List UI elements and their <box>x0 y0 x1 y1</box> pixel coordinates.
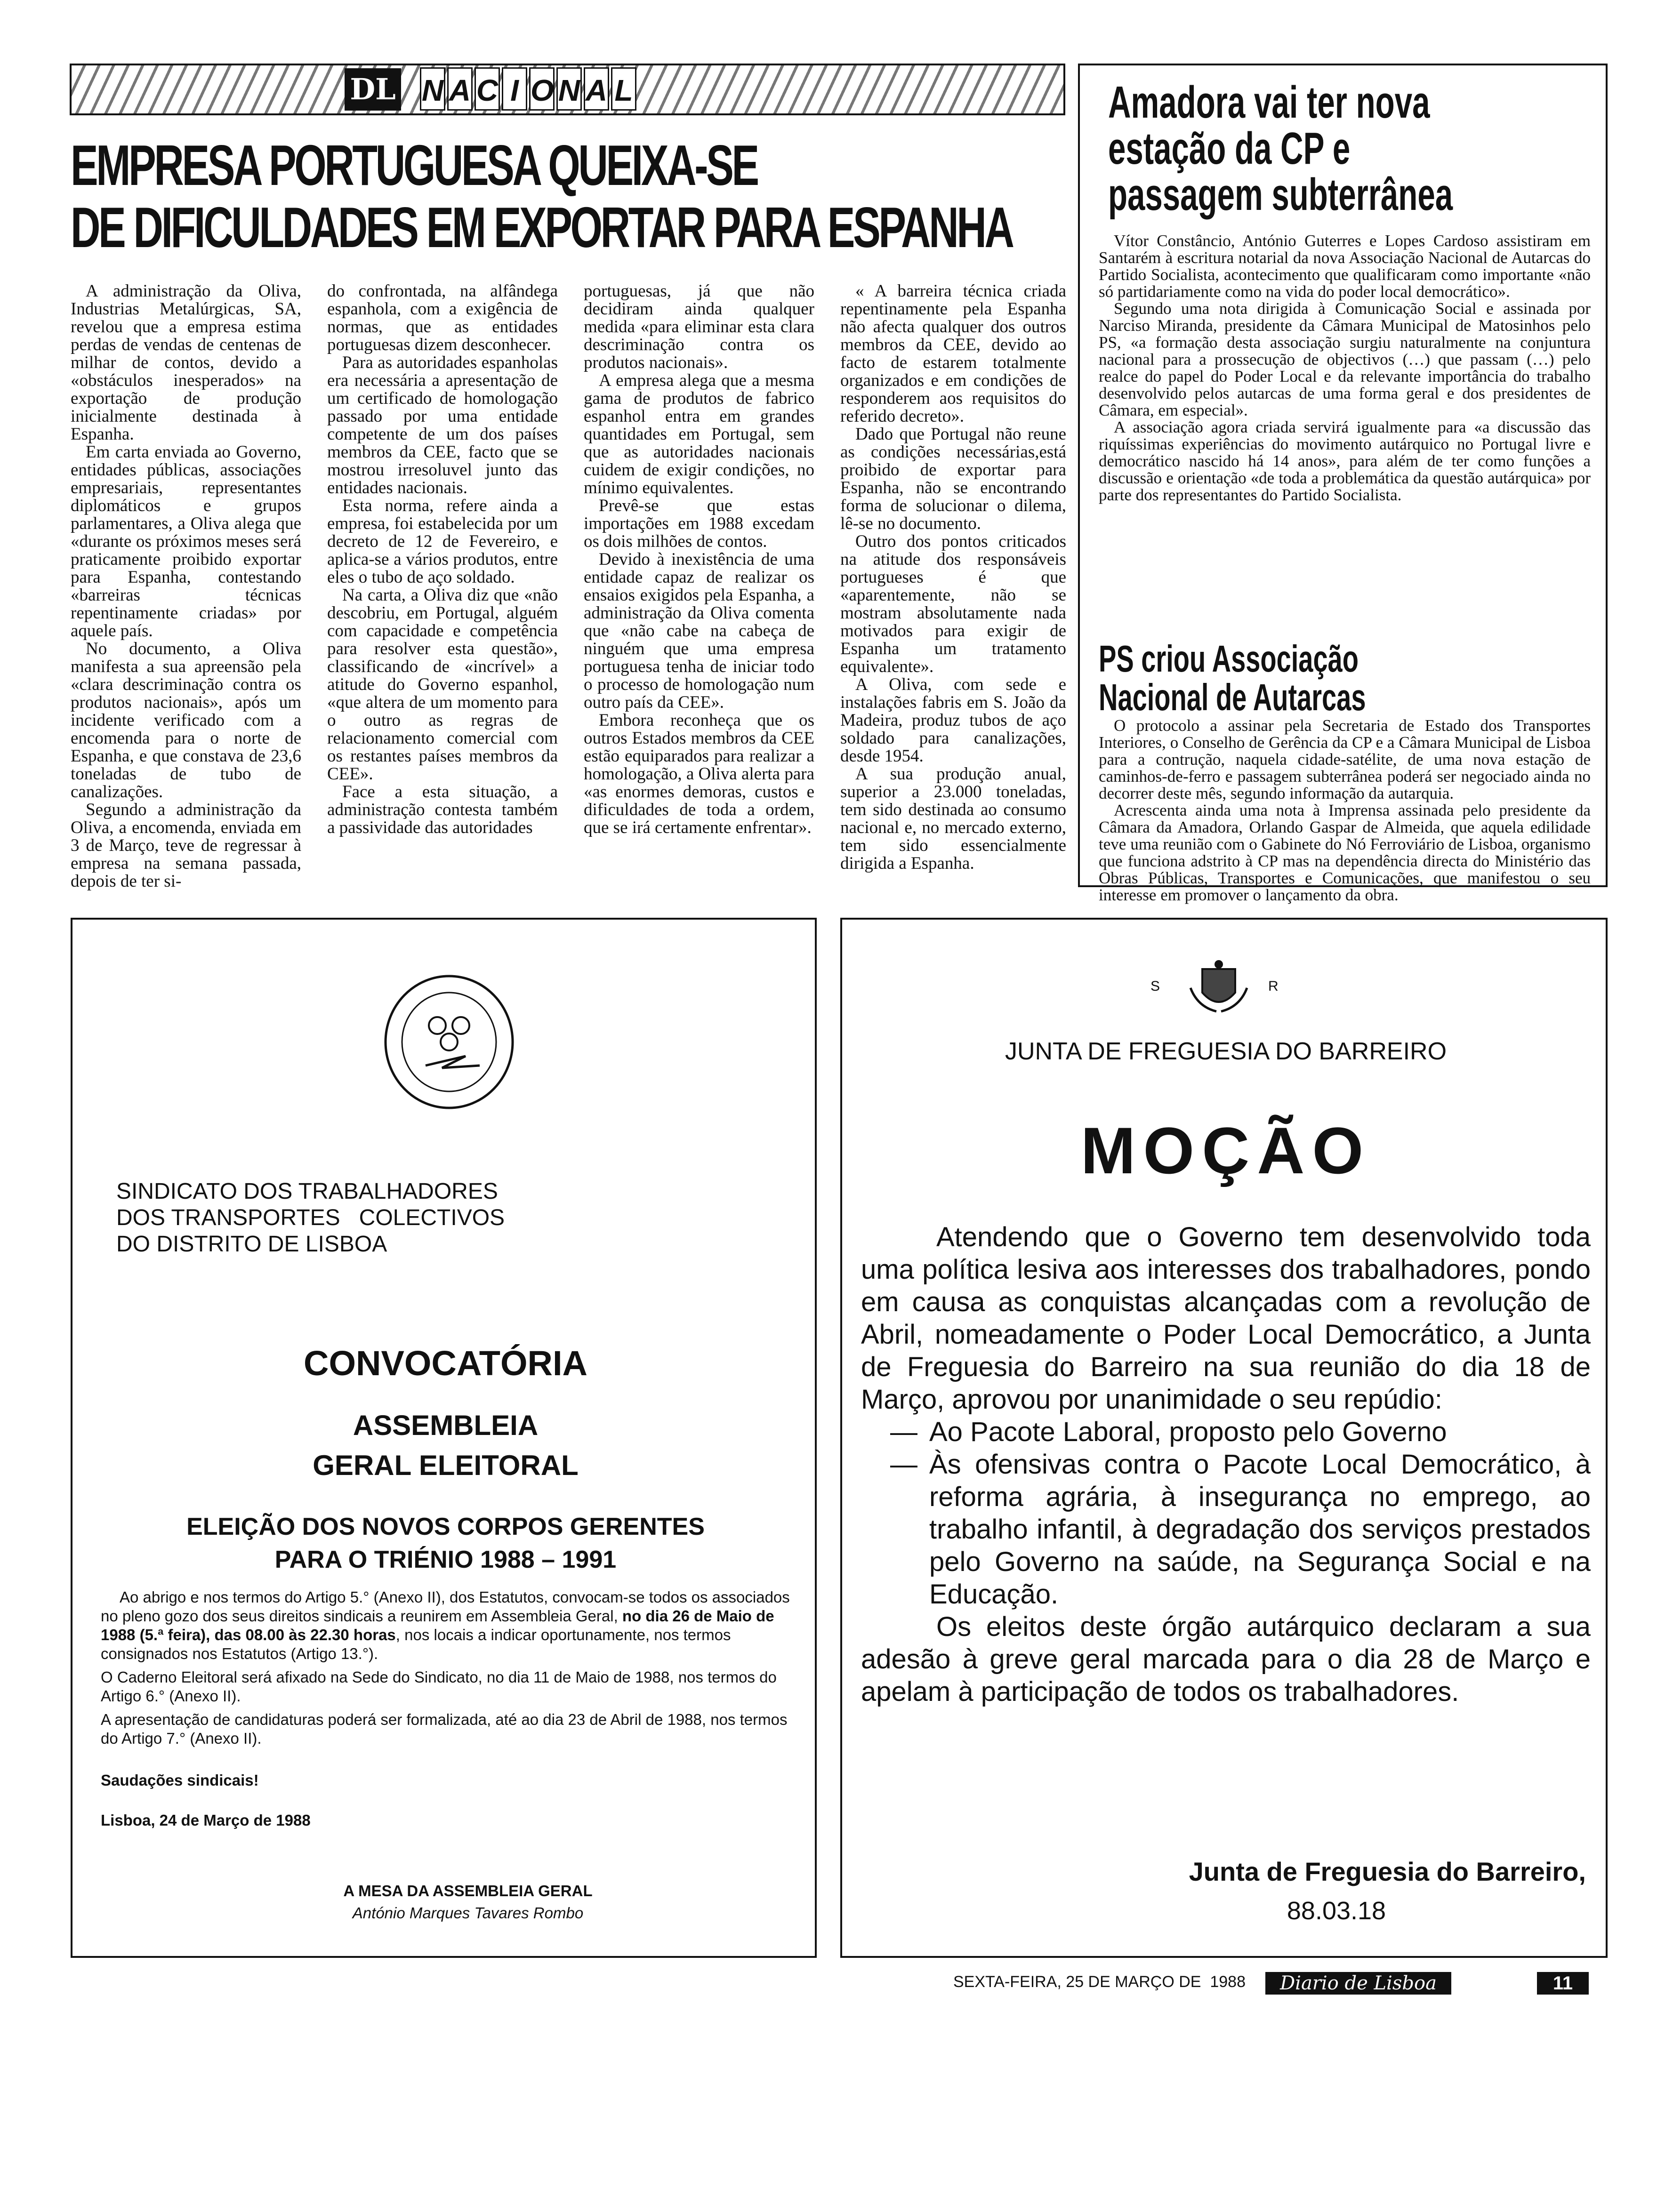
body-text: Ao abrigo e nos termos do Artigo 5.° (Anexo II), dos Estatutos, convocam-se todos os associados no pleno gozo dos seus direitos sindicais a reunirem em Assembleia Geral, <box>101 1588 790 1625</box>
masthead-logo: Diario de Lisboa <box>1265 1972 1451 1995</box>
headline-line-1: EMPRESA PORTUGUESA QUEIXA-SE <box>71 133 757 197</box>
union-name <box>116 1178 681 1258</box>
mocao-title: MOÇÃO <box>1080 1114 1371 1187</box>
section-letter: A <box>584 67 609 111</box>
paragraph: A administração da Oliva, Industrias Metalúrgicas, SA, revelou que a empresa estima perdas de vendas de centenas de milhar de contos, devido a «obstáculos inesperados» na exportação de produção inicialmente destinada à Espanha. <box>71 281 301 444</box>
body-text: , nos locais a indicar oportunamente, nos termos consignados nos Estatutos (Artigo 13.°). <box>101 1626 731 1662</box>
section-letter: A <box>447 67 473 111</box>
section-letter: L <box>611 67 636 111</box>
article-column-3 <box>584 282 814 837</box>
section-letter: N <box>556 67 582 111</box>
paragraph: Em carta enviada ao Governo, entidades públicas, associações empresariais, representantes diplomáticos e grupos parlamentares, a Oliva alega que «durante os próximos meses será praticamente proibido exportar para Espanha, contestando «barreiras técnicas repentinamente criadas» por aquele país. <box>71 442 301 641</box>
paragraph: Segundo a administração da Oliva, a encomenda, enviada em 3 de Março, teve de regressar à empresa na semana passada, depois de ter si- <box>71 800 301 891</box>
paragraph: Segundo uma nota dirigida à Comunicação Social e assinada por Narciso Miranda, presidente da Câmara Municipal de Matosinhos pelo PS, «a formação desta associação surgiu naturalmente na conjuntura nacional para a prossecução de objectivos (…) que passam (…) pelo realce do papel do Poder Local e da relevante importância do trabalho desenvolvido pelos autarcas de uma forma geral e dos presidentes de Câmara, em especial». <box>1099 299 1591 419</box>
signature: Junta de Freguesia do Barreiro, <box>1189 1857 1586 1886</box>
paragraph: O protocolo a assinar pela Secretaria de Estado dos Transportes Interiores, o Conselho de Gerência da CP e a Câmara Municipal de Lisboa para a contrução, naquela cidade-satélite, de uma nova estação de caminhos-de-ferro e passagem subterrânea poderá ser negociado ainda no decorrer deste mês, segundo informação da autarquia. <box>1099 716 1591 802</box>
paragraph: No documento, a Oliva manifesta a sua apreensão pela «clara descriminação contra os produtos nacionais», após um incidente verificado com a encomenda para o norte de Espanha, e que constava de 23,6 toneladas de tubo de canalizações. <box>71 639 301 801</box>
section-letter: I <box>502 67 527 111</box>
mocao-ad <box>840 918 1608 1958</box>
paragraph: Acrescenta ainda uma nota à Imprensa assinada pelo presidente da Câmara da Amadora, Orlando Gaspar de Almeida, que aquela edilidade teve uma reunião com o Gabinete do Nó Ferroviário de Lisboa, organismo que funciona adstrito à CP mas na dependência directa do Ministério das Obras Públicas, Transportes e Comunicações, que manifestou o seu interesse em promover o lançamento da obra. <box>1099 801 1591 904</box>
paragraph: Devido à inexistência de uma entidade capaz de realizar os ensaios exigidos pela Espanha, a administração da Oliva comenta que «não cabe na cabeça de ninguém que uma empresa portuguesa tenha de iniciar todo o processo de homologação num outro país da CEE». <box>584 550 814 712</box>
section-title <box>420 67 638 111</box>
article-column-1 <box>71 282 301 890</box>
paragraph: Esta norma, refere ainda a empresa, foi estabelecida por um decreto de 12 de Fevereiro, e aplica-se a vários produtos, entre eles o tubo de aço soldado. <box>327 496 558 587</box>
paragraph: Dado que Portugal não reune as condições necessárias,está proibido de exportar para Espanha, não se encontrando forma de solucionar o dilema, lê-se no documento. <box>840 425 1066 533</box>
section-letter: C <box>475 67 500 111</box>
union-name-line: SINDICATO DOS TRABALHADORES <box>116 1179 498 1204</box>
paragraph: A sua produção anual, superior a 23.000 toneladas, tem sido destinada ao consumo nacional e, no mercado externo, tem sido essencialmente dirigida a Espanha. <box>840 764 1066 873</box>
sidebar-body-1 <box>1099 232 1591 504</box>
parish-name: JUNTA DE FREGUESIA DO BARREIRO <box>1005 1038 1447 1065</box>
meeting-date: no dia 26 de Maio de 1988 (5.ª feira), das 08.00 às 22.30 horas <box>101 1607 774 1643</box>
paragraph: Atendendo que o Governo tem desenvolvido toda uma política lesiva aos interesses dos trabalhadores, pondo em causa as conquistas alcançadas com a revolução de Abril, nomeadamente o Poder Local Democrático, a Junta de Freguesia do Barreiro na sua reunião do dia 18 de Março, aprovou por unanimidade o seu repúdio: <box>861 1222 1591 1415</box>
paragraph: A associação agora criada servirá igualmente para «a discussão das riquíssimas experiências do movimento autárquico no Portugal livre e democrático nascido há 14 anos», para além de ter como funções a discussão e orientação «de toda a problemática da questão autárquica» por parte dos representantes do Partido Socialista. <box>1099 418 1591 504</box>
paragraph: A apresentação de candidaturas poderá ser formalizada, até ao dia 23 de Abril de 1988, nos termos do Artigo 7.° (Anexo II). <box>101 1711 788 1747</box>
paragraph: Prevê-se que estas importações em 1988 excedam os dois milhões de contos. <box>584 496 814 551</box>
mocao-date: 88.03.18 <box>1287 1897 1386 1925</box>
coat-of-arms-icon <box>1188 960 1249 1016</box>
election-period: PARA O TRIÉNIO 1988 – 1991 <box>274 1546 617 1573</box>
article-column-2 <box>327 282 558 837</box>
list-item <box>861 1448 1591 1611</box>
issue-date: SEXTA-FEIRA, 25 DE MARÇO DE 1988 <box>953 1973 1246 1991</box>
paragraph: Na carta, a Oliva diz que «não descobriu, em Portugal, alguém com capacidade e competência para resolver esta questão», classificando de «incrível» a atitude do Governo espanhol, «que altera de um momento para o outro as regras de relacionamento comercial com os restantes países membros da CEE». <box>327 585 558 784</box>
signer-title: A MESA DA ASSEMBLEIA GERAL <box>343 1882 593 1899</box>
mocao-body <box>861 1221 1591 1708</box>
greeting: Saudações sindicais! <box>101 1771 259 1789</box>
list-item <box>861 1416 1591 1448</box>
union-convocation-ad <box>71 918 817 1958</box>
paragraph: « A barreira técnica criada repentinamente pela Espanha não afecta qualquer dos outros membros da CEE, devido ao facto de estarem totalmente organizados e em condições de responderem aos requisitos do referido decreto». <box>840 281 1066 426</box>
paragraph: Para as autoridades espanholas era necessária a apresentação de um certificado de homologação passado por uma entidade competente de um dos países membros da CEE, facto que se mostrou irresoluvel junto das entidades nacionais. <box>327 353 558 497</box>
election-title: ELEIÇÃO DOS NOVOS CORPOS GERENTES <box>186 1513 705 1540</box>
sidebar-article <box>1078 64 1608 904</box>
paragraph: Outro dos pontos criticados na atitude dos responsáveis portugueses é que «aparentemente, não se mostram absolutamente nada motivados para exigir de Espanha um tratamento equivalente». <box>840 532 1066 676</box>
sidebar-body-2 <box>1099 717 1591 904</box>
dash-bullet: — <box>890 1449 917 1480</box>
paragraph: Face a esta situação, a administração contesta também a passividade das autoridades <box>327 782 558 837</box>
paragraph: A Oliva, com sede e instalações fabris em S. João da Madeira, produz tubos de aço soldado para canalizações, desde 1954. <box>840 675 1066 766</box>
sidebar-headline: Amadora vai ter nova estação da CP e passagem subterrânea <box>1108 77 1453 220</box>
convocation-title: CONVOCATÓRIA <box>304 1344 587 1383</box>
paragraph: Os eleitos deste órgão autárquico declaram a sua adesão à greve geral marcada para o dia 28 de Março e apelam à participação de todos os trabalhadores. <box>861 1611 1591 1707</box>
union-name-line: DOS TRANSPORTES COLECTIVOS <box>116 1205 505 1230</box>
section-banner <box>70 64 1065 115</box>
crest-letter: R <box>1268 978 1279 994</box>
dash-bullet: — <box>890 1417 917 1447</box>
article-column-4 <box>840 282 1066 873</box>
headline-line-2: DE DIFICULDADES EM EXPORTAR PARA ESPANHA <box>71 195 1013 259</box>
article-headline <box>71 133 1013 259</box>
paragraph: portuguesas, já que não decidiram ainda qualquer medida «para eliminar esta clara descriminação contra os produtos nacionais». <box>584 281 814 372</box>
page-number: 11 <box>1537 1972 1589 1995</box>
list-text: Às ofensivas contra o Pacote Local Democrático, à reforma agrária, à insegurança no emprego, ao trabalho infantil, à degradação dos serviços prestados pelo Governo na saúde, na Segurança Social e na Educação. <box>929 1449 1591 1610</box>
convocation-body <box>101 1588 793 1748</box>
union-seal-icon <box>381 971 517 1113</box>
paragraph: A empresa alega que a mesma gama de produtos de fabrico espanhol entra em grandes quantidades em Portugal, sem que as autoridades nacionais cuidem de exigir condições, no mínimo equivalentes. <box>584 371 814 497</box>
paragraph: O Caderno Eleitoral será afixado na Sede do Sindicato, no dia 11 de Maio de 1988, nos termos do Artigo 6.° (Anexo II). <box>101 1668 777 1705</box>
union-name-line: DO DISTRITO DE LISBOA <box>116 1232 387 1257</box>
section-letter: N <box>420 67 445 111</box>
assembly-subtitle: ASSEMBLEIA <box>353 1410 539 1441</box>
crest-letter: S <box>1150 978 1160 994</box>
place-date: Lisboa, 24 de Março de 1988 <box>101 1811 311 1829</box>
assembly-subtitle: GERAL ELEITORAL <box>313 1450 579 1481</box>
paragraph: do confrontada, na alfândega espanhola, com a exigência de normas, que as entidades portuguesas dizem desconhecer. <box>327 281 558 354</box>
section-letter: O <box>529 67 555 111</box>
paragraph: Vítor Constâncio, António Guterres e Lopes Cardoso assistiram em Santarém à escritura notarial da nova Associação Nacional de Autarcas do Partido Socialista, acontecimento que qualificaram como importante «não só partidariamente como na vida do poder local democrático». <box>1099 232 1591 301</box>
paragraph <box>101 1588 793 1663</box>
list-text: Ao Pacote Laboral, proposto pelo Governo <box>929 1417 1447 1447</box>
paragraph: Embora reconheça que os outros Estados membros da CEE estão equiparados para realizar a homologação, a Oliva alerta para «as enormes demoras, custos e dificuldades de toda a ordem, que se irá certamente enfrentar». <box>584 711 815 837</box>
signer-name: António Marques Tavares Rombo <box>352 1904 584 1922</box>
sidebar-subheadline: PS criou Associação Nacional de Autarcas <box>1099 638 1366 718</box>
dl-logo: DL <box>345 68 401 111</box>
